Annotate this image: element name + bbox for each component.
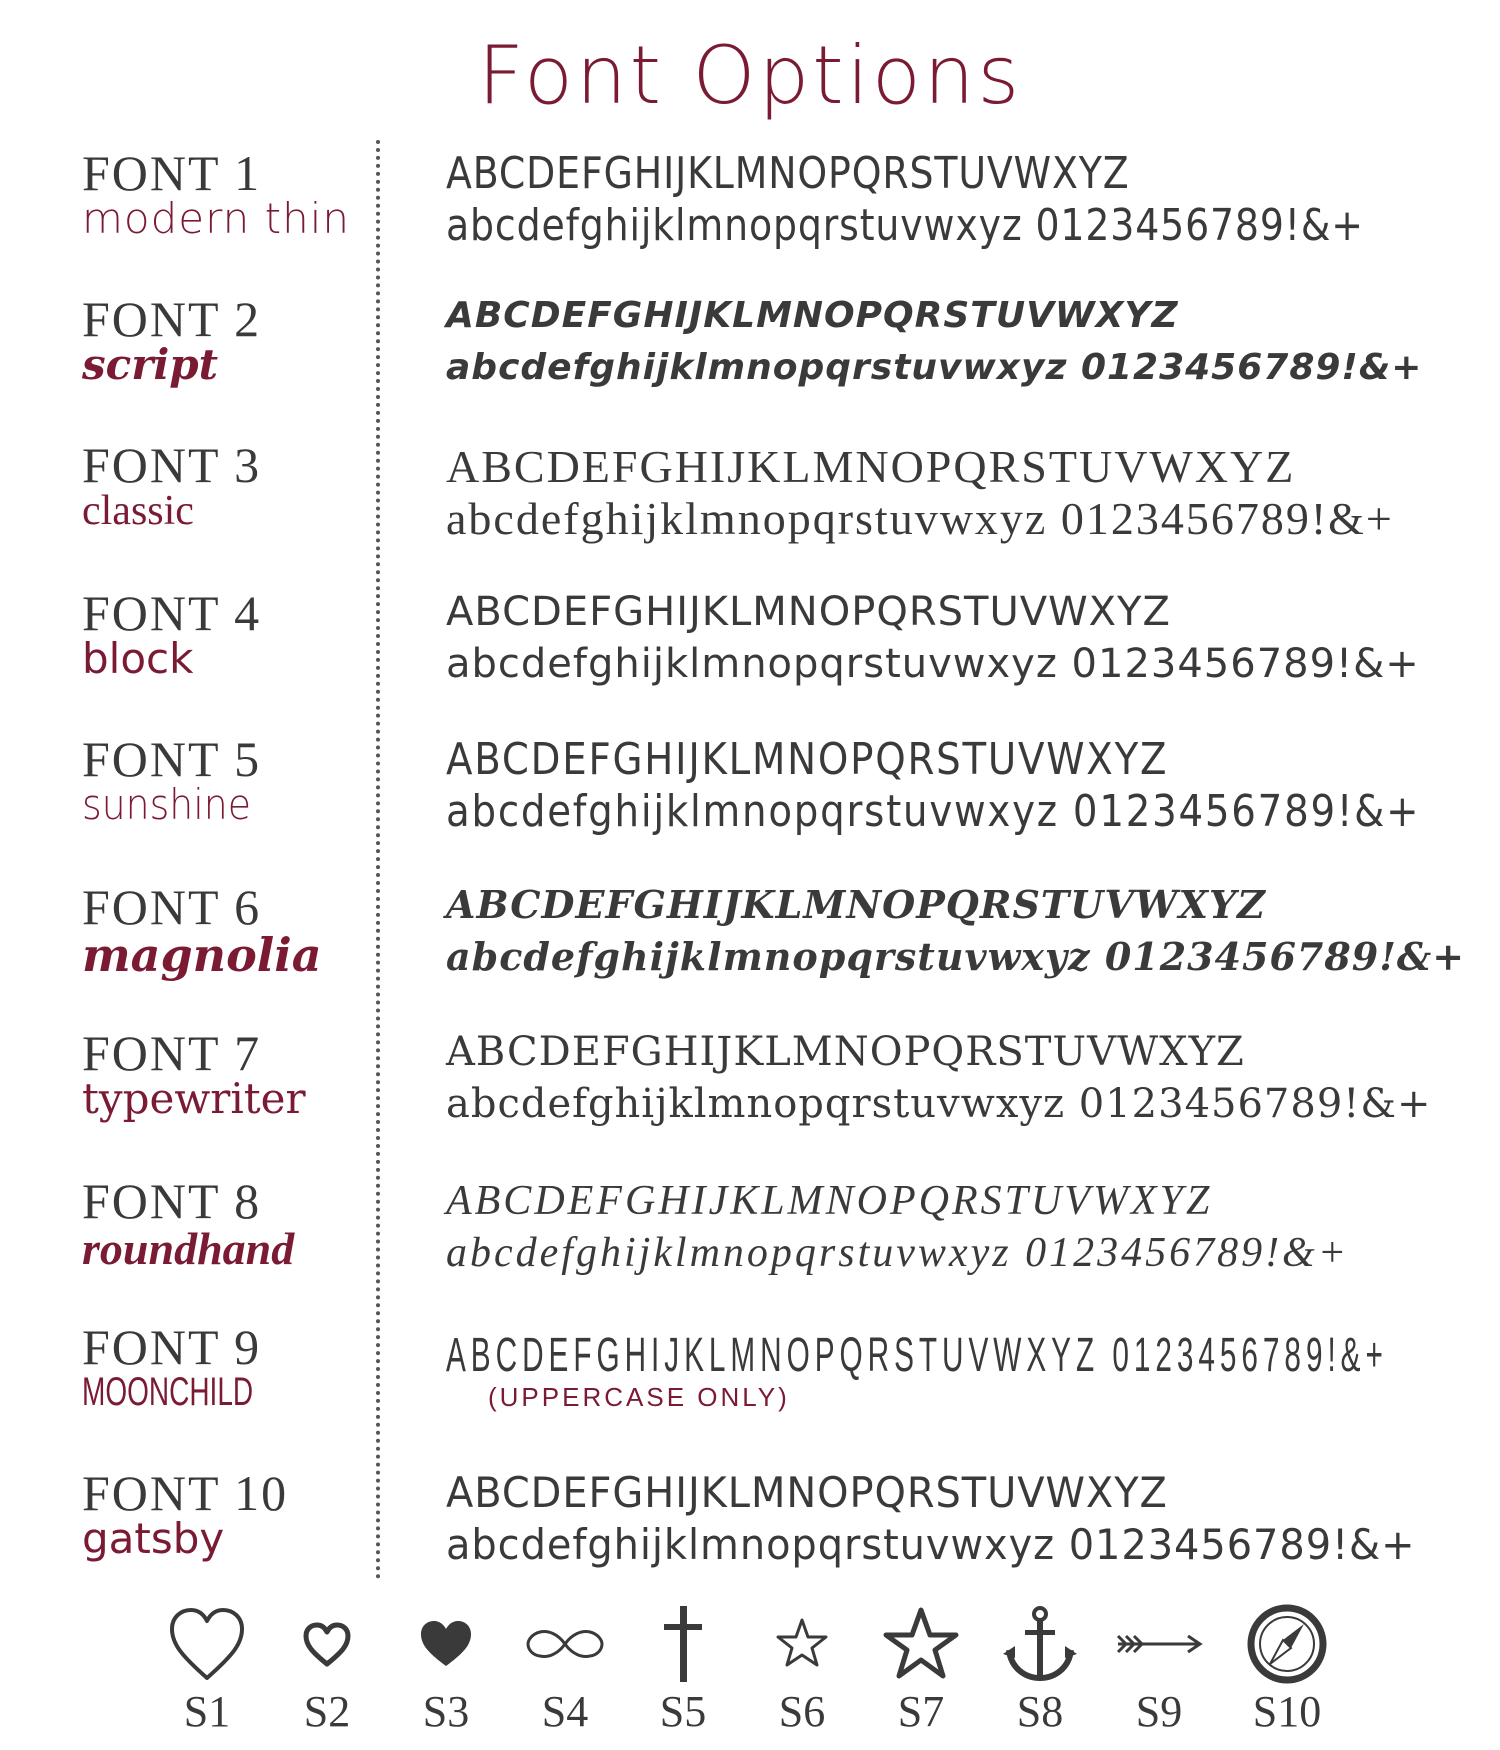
symbol-label: S3: [422, 1687, 470, 1736]
lowercase-sample: abcdefghijklmnopqrstuvwxyz 0123456789!&+: [446, 493, 1394, 544]
uppercase-sample: ABCDEFGHIJKLMNOPQRSTUVWXYZ: [446, 295, 1179, 336]
font-number: FONT 6: [82, 879, 262, 935]
symbol-label: S10: [1252, 1687, 1322, 1736]
font-number: FONT 9: [82, 1319, 262, 1375]
infinity-icon: [510, 1604, 620, 1684]
font-style-name: modern thin: [82, 194, 350, 243]
symbol-option-s2[interactable]: [272, 1604, 382, 1750]
heart-filled-icon: [391, 1604, 501, 1684]
cross-icon: [628, 1604, 738, 1684]
star-outline-icon: [866, 1604, 976, 1684]
symbol-option-s8[interactable]: [985, 1604, 1095, 1750]
font-style-name: classic: [82, 488, 194, 534]
symbol-label: S5: [659, 1687, 707, 1736]
symbol-option-s5[interactable]: [628, 1604, 738, 1750]
font-style-name: MOONCHILD: [82, 1370, 254, 1414]
font-style-name: gatsby: [82, 1514, 225, 1563]
font-number: FONT 3: [82, 437, 262, 493]
font-row-9[interactable]: [0, 1319, 1500, 1462]
font-number: FONT 5: [82, 731, 262, 787]
small-heart-outline-icon: [272, 1604, 382, 1684]
uppercase-sample: ABCDEFGHIJKLMNOPQRSTUVWXYZ: [446, 1178, 1213, 1224]
uppercase-sample: ABCDEFGHIJKLMNOPQRSTUVWXYZ: [446, 589, 1171, 635]
symbol-option-s10[interactable]: [1232, 1604, 1342, 1750]
font-number: FONT 10: [82, 1465, 289, 1521]
font-style-name: typewriter: [82, 1074, 306, 1123]
lowercase-sample: abcdefghijklmnopqrstuvwxyz 0123456789!&+: [446, 641, 1420, 687]
font-style-name: sunshine: [82, 780, 251, 829]
symbol-option-s9[interactable]: [1104, 1604, 1214, 1750]
lowercase-sample: abcdefghijklmnopqrstuvwxyz 0123456789!&+: [446, 1230, 1350, 1276]
symbol-label: S8: [1016, 1687, 1064, 1736]
heart-outline-icon: [152, 1604, 262, 1684]
star-outline-small-icon: [747, 1604, 857, 1684]
font-number: FONT 2: [82, 291, 262, 347]
uppercase-sample: ABCDEFGHIJKLMNOPQRSTUVWXYZ: [446, 734, 1169, 785]
font-style-name: magnolia: [82, 928, 322, 982]
font-row-10[interactable]: [0, 1465, 1500, 1608]
symbol-label: S2: [303, 1687, 351, 1736]
lowercase-sample: abcdefghijklmnopqrstuvwxyz 0123456789!&+: [446, 347, 1423, 388]
font-number: FONT 1: [82, 145, 262, 201]
font-number: FONT 4: [82, 585, 262, 641]
anchor-icon: [985, 1604, 1095, 1684]
compass-icon: [1232, 1604, 1342, 1684]
lowercase-sample: abcdefghijklmnopqrstuvwxyz 0123456789!&+: [446, 786, 1421, 837]
font-row-8[interactable]: [0, 1173, 1500, 1316]
font-row-7[interactable]: [0, 1025, 1500, 1168]
lowercase-sample: abcdefghijklmnopqrstuvwxyz 0123456789!&+: [446, 200, 1364, 251]
font-number: FONT 8: [82, 1173, 262, 1229]
font-style-name: block: [82, 634, 194, 683]
font-style-name: roundhand: [82, 1223, 295, 1274]
symbol-label: S6: [778, 1687, 826, 1736]
uppercase-sample: ABCDEFGHIJKLMNOPQRSTUVWXYZ: [446, 1029, 1245, 1075]
uppercase-only-note: (UPPERCASE ONLY): [488, 1382, 790, 1412]
uppercase-sample: ABCDEFGHIJKLMNOPQRSTUVWXYZ: [446, 882, 1266, 927]
lowercase-sample: abcdefghijklmnopqrstuvwxyz 0123456789!&+: [446, 1081, 1432, 1127]
uppercase-sample: ABCDEFGHIJKLMNOPQRSTUVWXYZ 0123456789!&+: [446, 1329, 1388, 1382]
symbol-option-s7[interactable]: [866, 1604, 976, 1750]
font-row-5[interactable]: [0, 731, 1500, 874]
symbol-option-s3[interactable]: [391, 1604, 501, 1750]
font-number: FONT 7: [82, 1025, 262, 1081]
font-row-6[interactable]: [0, 879, 1500, 1022]
symbol-option-s4[interactable]: [510, 1604, 620, 1750]
uppercase-sample: ABCDEFGHIJKLMNOPQRSTUVWXYZ: [446, 1468, 1168, 1517]
symbol-label: S1: [183, 1687, 231, 1736]
font-row-3[interactable]: [0, 437, 1500, 580]
lowercase-sample: abcdefghijklmnopqrstuvwxyz 0123456789!&+: [446, 1520, 1416, 1569]
font-style-name: script: [82, 340, 219, 389]
page-title: Font Options: [477, 29, 1023, 122]
symbol-option-s1[interactable]: [152, 1604, 262, 1750]
symbol-label: S4: [541, 1687, 589, 1736]
font-row-2[interactable]: [0, 291, 1500, 434]
symbol-options: [0, 1604, 1500, 1750]
symbol-label: S9: [1135, 1687, 1183, 1736]
symbol-label: S7: [897, 1687, 945, 1736]
font-row-4[interactable]: [0, 585, 1500, 728]
uppercase-sample: ABCDEFGHIJKLMNOPQRSTUVWXYZ: [446, 441, 1296, 492]
arrow-icon: [1104, 1604, 1214, 1684]
font-row-1[interactable]: [0, 145, 1500, 288]
symbol-option-s6[interactable]: [747, 1604, 857, 1750]
uppercase-sample: ABCDEFGHIJKLMNOPQRSTUVWXYZ: [446, 148, 1130, 199]
lowercase-sample: abcdefghijklmnopqrstuvwxyz 0123456789!&+: [446, 934, 1466, 979]
